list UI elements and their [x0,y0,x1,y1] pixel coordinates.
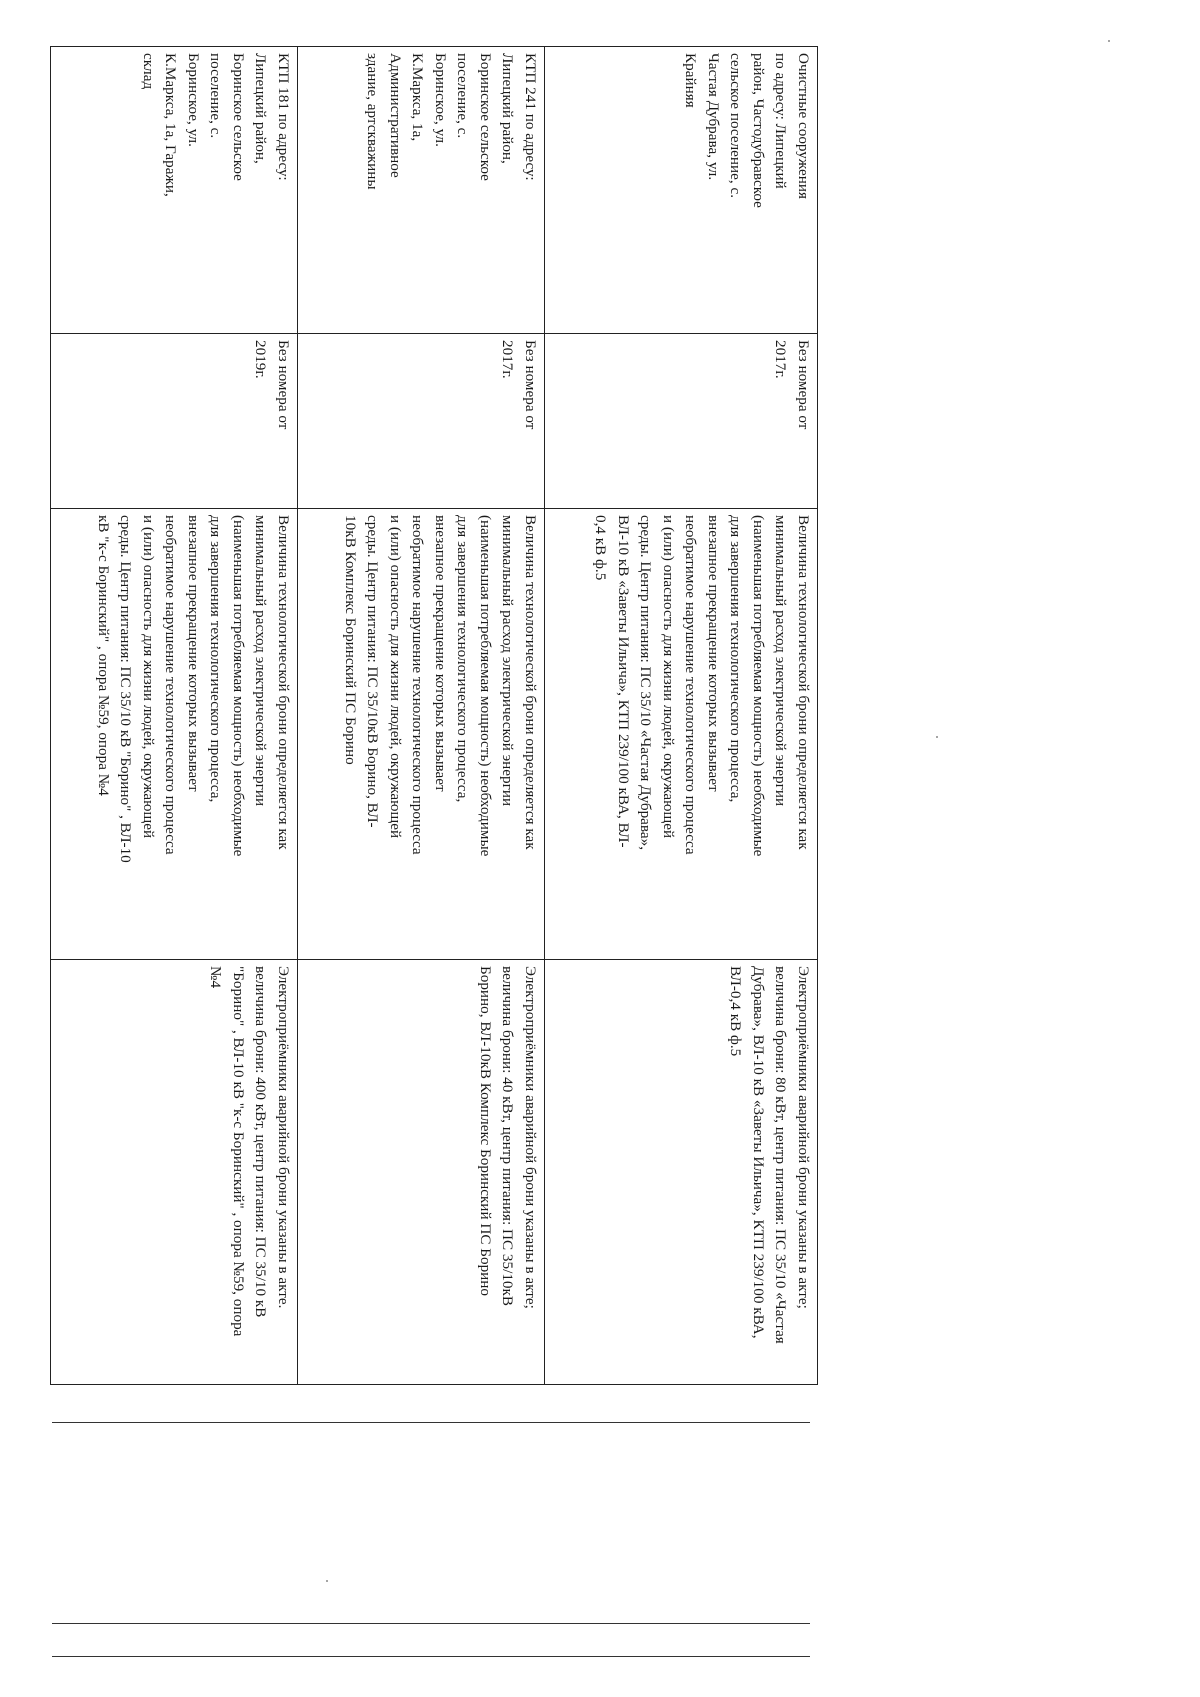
object-cell [544,47,817,334]
object-text: КТП 241 по адресу: Липецкий район, Боринское сельское поселение, с. Боринское, ул. К.Маркса, 1а, Административное здание, артскважины [364,53,539,190]
document-text: Без номера от 2017г. [772,340,812,430]
document-cell [51,334,298,509]
scan-speck [1108,40,1110,42]
separator-line [52,1656,810,1657]
document-cell [544,334,817,509]
emergency-reserve-text: Электроприёмники аварийной брони указаны в акте; величина брони: 80 кВт, центр питания: ПС 35/10 «Частая Дубрава», ВЛ-10 кВ «Заветы Ильича», КТП 239/100 кВА, ВЛ-0,4 кВ ф.5 [727,966,812,1344]
scan-speck [936,736,938,738]
table-row [544,47,817,1385]
technological-reserve-text: Величина технологической брони определяется как минимальный расход электрической энергии (наименьшая потребляемая мощность) необходимые для завершения технологического процесса, внезапное прекращение которых вызывает необратимое нарушение технологического процесса и (или) опасность для жизни людей, окружающей среды. Центр питания: ПС 35/10кВ Борино, ВЛ- 10кВ Комплекс Боринский ПС Борино [341,515,539,857]
emergency-reserve-cell [297,960,544,1385]
emergency-reserve-text: Электроприёмники аварийной брони указаны в акте; величина брони: 40 кВт, центр питания: ПС 35/10кВ Борино, ВЛ-10кВ Комплекс Боринский ПС Борино [476,966,539,1309]
object-text: Очистные сооружения по адресу: Липецкий район, Частодубравское сельское поселение, с. Частая Дубрава, ул. Крайняя [682,53,812,208]
object-cell [297,47,544,334]
object-text: КТП 181 по адресу: Липецкий район, Боринское сельское поселение, с. Боринское, ул. К.Маркса, 1а, Гаражи, склад [139,53,292,197]
emergency-reserve-cell [51,960,298,1385]
scan-speck [326,1580,328,1582]
table-row [51,47,298,1385]
object-cell [51,47,298,334]
document-text: Без номера от 2017г. [499,340,539,430]
document-text: Без номера от 2019г. [252,340,292,430]
technological-reserve-cell [297,509,544,960]
document-cell [297,334,544,509]
technological-reserve-text: Величина технологической брони определяется как минимальный расход электрической энергии (наименьшая потребляемая мощность) необходимые для завершения технологического процесса, внезапное прекращение которых вызывает необратимое нарушение технологического процесса и (или) опасность для жизни людей, окружающей среды. Центр питания: ПС 35/10 кВ "Борино" , ВЛ-10 кВ "к-с Боринский" , опора №59, опора №4 [94,515,292,863]
emergency-reserve-cell [544,960,817,1385]
separator-line [52,1623,810,1624]
landscape-content [50,46,818,1344]
technological-reserve-cell [51,509,298,960]
table-row [297,47,544,1385]
technological-reserve-cell [544,509,817,960]
separator-line [52,1422,810,1423]
reservation-table [50,46,818,1385]
technological-reserve-text: Величина технологической брони определяется как минимальный расход электрической энергии (наименьшая потребляемая мощность) необходимые для завершения технологического процесса, внезапное прекращение которых вызывает необратимое нарушение технологического процесса и (или) опасность для жизни людей, окружающей среды. Центр питания: ПС 35/10 «Частая Дубрава», ВЛ-10 кВ «Заветы Ильича», КТП 239/100 кВА, ВЛ- 0,4 кВ ф.5 [592,515,812,857]
emergency-reserve-text: Электроприёмники аварийной брони указаны в акте. величина брони: 400 кВт, центр питания: ПС 35/10 кВ "Борино" , ВЛ-10 кВ "к-с Боринский" , опора №59, опора №4 [207,966,292,1337]
